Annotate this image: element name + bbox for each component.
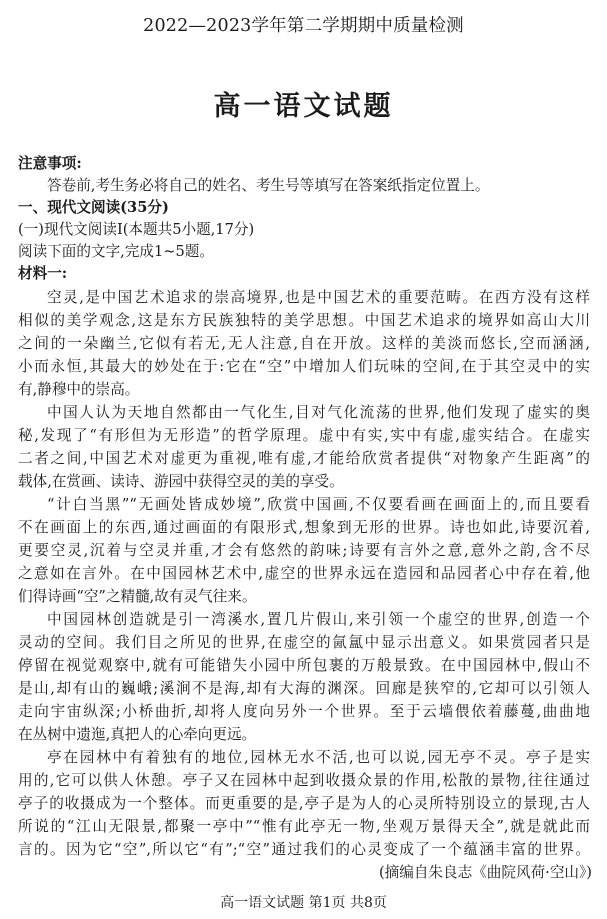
passage-line: 中国人认为天地自然都由一气化生,目对气化流荡的世界,他们发现了虚实的奥: [47, 404, 590, 421]
passage-line: 之意如在言外。在中国园林艺术中,虚空的世界永远在造园和品园者心中存在着,他: [18, 565, 590, 582]
material-label: 材料一:: [18, 265, 68, 282]
section-sub-heading: (一)现代文阅读Ⅰ(本题共5小题,17分): [18, 221, 255, 238]
passage-line: “计白当黑”“无画处皆成妙境”,欣赏中国画,不仅要看画在画面上的,而且要看: [47, 496, 590, 513]
passage-line: 相似的美学观念,这是东方民族独特的美学思想。中国艺术追求的境界如高山大川: [18, 312, 590, 329]
exam-title: 高一语文试题: [213, 91, 394, 122]
section-heading: 一、现代文阅读(35分): [18, 199, 169, 216]
source-citation: (摘编自朱良志《曲院风荷·空山》): [378, 864, 592, 881]
passage-line: 停留在视觉观察中,就有可能错失小园中所包裹的万般景致。在中国园林中,假山不: [18, 657, 590, 674]
passage-line: 不在画面上的东西,通过画面的有限形式,想象到无形的世界。诗也如此,诗要沉着,: [18, 519, 590, 536]
passage-line: 言的。因为它“空”,所以它“有”;“空”通过我们的心灵变成了一个蕴涵丰富的世界。: [18, 841, 590, 858]
page-footer: 高一语文试题 第1页 共8页: [220, 895, 387, 911]
passage-line: 用的,它可以供人休憩。亭子又在园林中起到收摄众景的作用,松散的景物,往往通过: [18, 772, 590, 789]
passage-line: 二者之间,中国艺术对虚更为重视,唯有虚,才能给欣赏者提供“对物象产生距离”的: [18, 450, 590, 467]
passage-line: 亭子的收摄成为一个整体。而更重要的是,亭子是为人的心灵所特别设立的景现,古人: [18, 795, 590, 812]
passage-line: 灵动的空间。我们目之所见的世界,在虚空的氤氲中显示出意义。如果赏园者只是: [18, 634, 590, 651]
notice-heading: 注意事项:: [18, 155, 82, 172]
passage-line: 在丛树中遗迤,真把人的心牵向更远。: [18, 726, 257, 743]
passage-line: 空灵,是中国艺术追求的崇高境界,也是中国艺术的重要范畴。在西方没有这样: [47, 289, 590, 306]
reading-instruction: 阅读下面的文字,完成1~5题。: [18, 243, 214, 260]
passage-line: 亭在园林中有着独有的地位,园林无水不活,也可以说,园无亭不灵。亭子是实: [47, 749, 590, 766]
passage-line: 有,静穆中的崇高。: [18, 381, 140, 398]
passage-line: 小而永恒,其最大的妙处在于:它在“空”中增加人们玩味的空间,在于其空灵中的实: [18, 358, 590, 375]
passage-line: 秘,发现了“有形但为无形造”的哲学原理。虚中有实,实中有虚,虚实结合。在虚实: [18, 427, 590, 444]
passage-line: 载体,在赏画、读诗、游园中获得空灵的美的享受。: [18, 473, 344, 490]
passage-line: 走向宇宙纵深;小桥曲折,却将人度向另外一个世界。至于云墙偎依着藤蔓,曲曲地: [18, 703, 590, 720]
notice-text: 答卷前,考生务必将自己的姓名、考生号等填写在答案纸指定位置上。: [47, 177, 490, 194]
passage-line: 们得诗画“空”之精髓,故有灵气往来。: [18, 588, 257, 605]
passage-line: 所说的“江山无限景,都聚一亭中”“惟有此亭无一物,坐观万景得天全”,就是就此而: [18, 818, 590, 835]
passage-line: 中国园林创造就是引一湾溪水,置几片假山,来引领一个虚空的世界,创造一个: [47, 611, 590, 628]
passage-line: 更要空灵,沉着与空灵并重,才会有悠然的韵味;诗要有言外之意,意外之韵,含不尽: [18, 542, 590, 559]
passage-line: 之间的一朵幽兰,它似有若无,无人注意,自在开放。这样的美淡而悠长,空而涵涵,: [18, 335, 590, 352]
passage-line: 是山,却有山的巍峨;溪涧不是海,却有大海的渊深。回廊是狭窄的,它却可以引领人: [18, 680, 590, 697]
exam-session-title: 2022—2023学年第二学期期中质量检测: [143, 16, 464, 36]
